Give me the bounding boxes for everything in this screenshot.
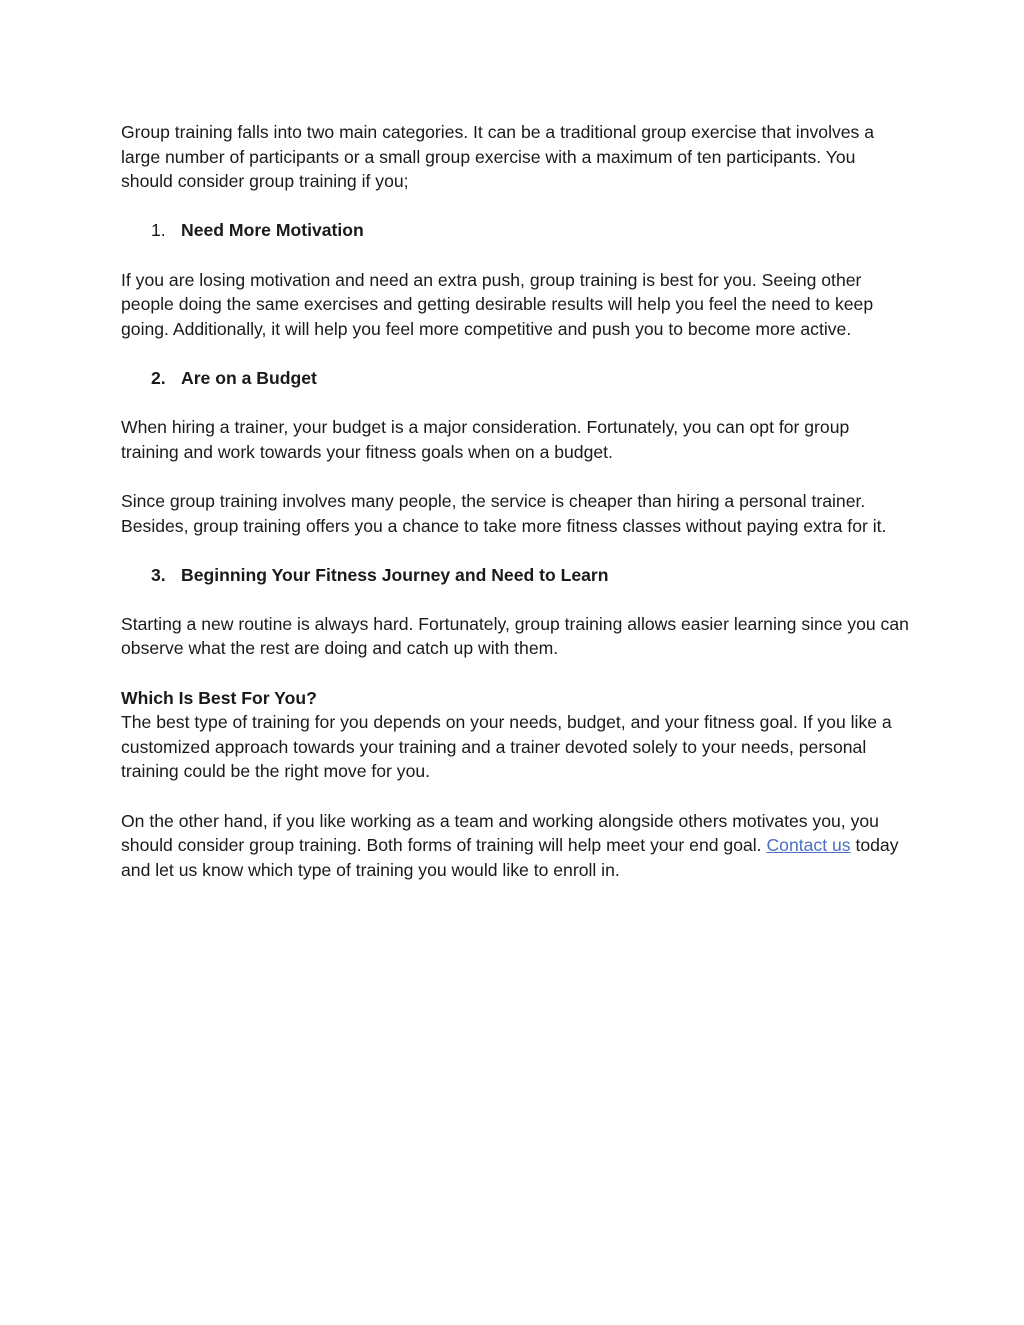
list-item-title: Are on a Budget xyxy=(181,367,317,388)
document-body xyxy=(121,120,911,907)
budget-paragraph-1: When hiring a trainer, your budget is a major consideration. Fortunately, you can opt for group training and work towards your fitness goals when on a budget. xyxy=(121,417,850,462)
list-number: 3. xyxy=(151,564,166,585)
list-item-heading-2 xyxy=(121,366,911,391)
list-number: 1. xyxy=(151,220,166,241)
closing-text-before: On the other hand, if you like working as a team and working alongside others motivates you, you should consider group training. Both forms of training will help meet your end goal. xyxy=(121,810,879,856)
best-paragraph-1: The best type of training for you depends on your needs, budget, and your fitness goal. If you like a customized approach towards your training and a trainer devoted solely to your needs, personal training could be the right move for you. xyxy=(121,712,892,782)
list-item-title: Need More Motivation xyxy=(181,220,364,241)
list-number: 2. xyxy=(151,367,166,388)
budget-paragraph-2: Since group training involves many people, the service is cheaper than hiring a personal trainer. Besides, group training offers you a chance to take more fitness classes without paying extra for it. xyxy=(121,490,887,536)
closing-paragraph xyxy=(121,809,911,883)
best-for-you-section xyxy=(121,686,911,784)
motivation-paragraph: If you are losing motivation and need an extra push, group training is best for you. Seeing other people doing the same exercises and getting desirable results will help you feel the need to keep going. Additionally, it will help you feel more competitive and push you to become more active. xyxy=(121,269,874,339)
section-heading: Which Is Best For You? xyxy=(121,687,317,708)
list-item-title: Beginning Your Fitness Journey and Need to Learn xyxy=(181,564,609,585)
closing-text-after: today and let us know which type of training you would like to enroll in. xyxy=(121,835,899,880)
contact-us-link[interactable]: Contact us xyxy=(766,835,851,856)
learning-paragraph: Starting a new routine is always hard. Fortunately, group training allows easier learning since you can observe what the rest are doing and catch up with them. xyxy=(121,613,909,659)
list-item-heading-3 xyxy=(121,563,911,588)
list-item-heading-1 xyxy=(121,218,911,243)
intro-paragraph: Group training falls into two main categories. It can be a traditional group exercise that involves a large number of participants or a small group exercise with a maximum of ten participants. You should consider group training if you; xyxy=(121,122,875,192)
